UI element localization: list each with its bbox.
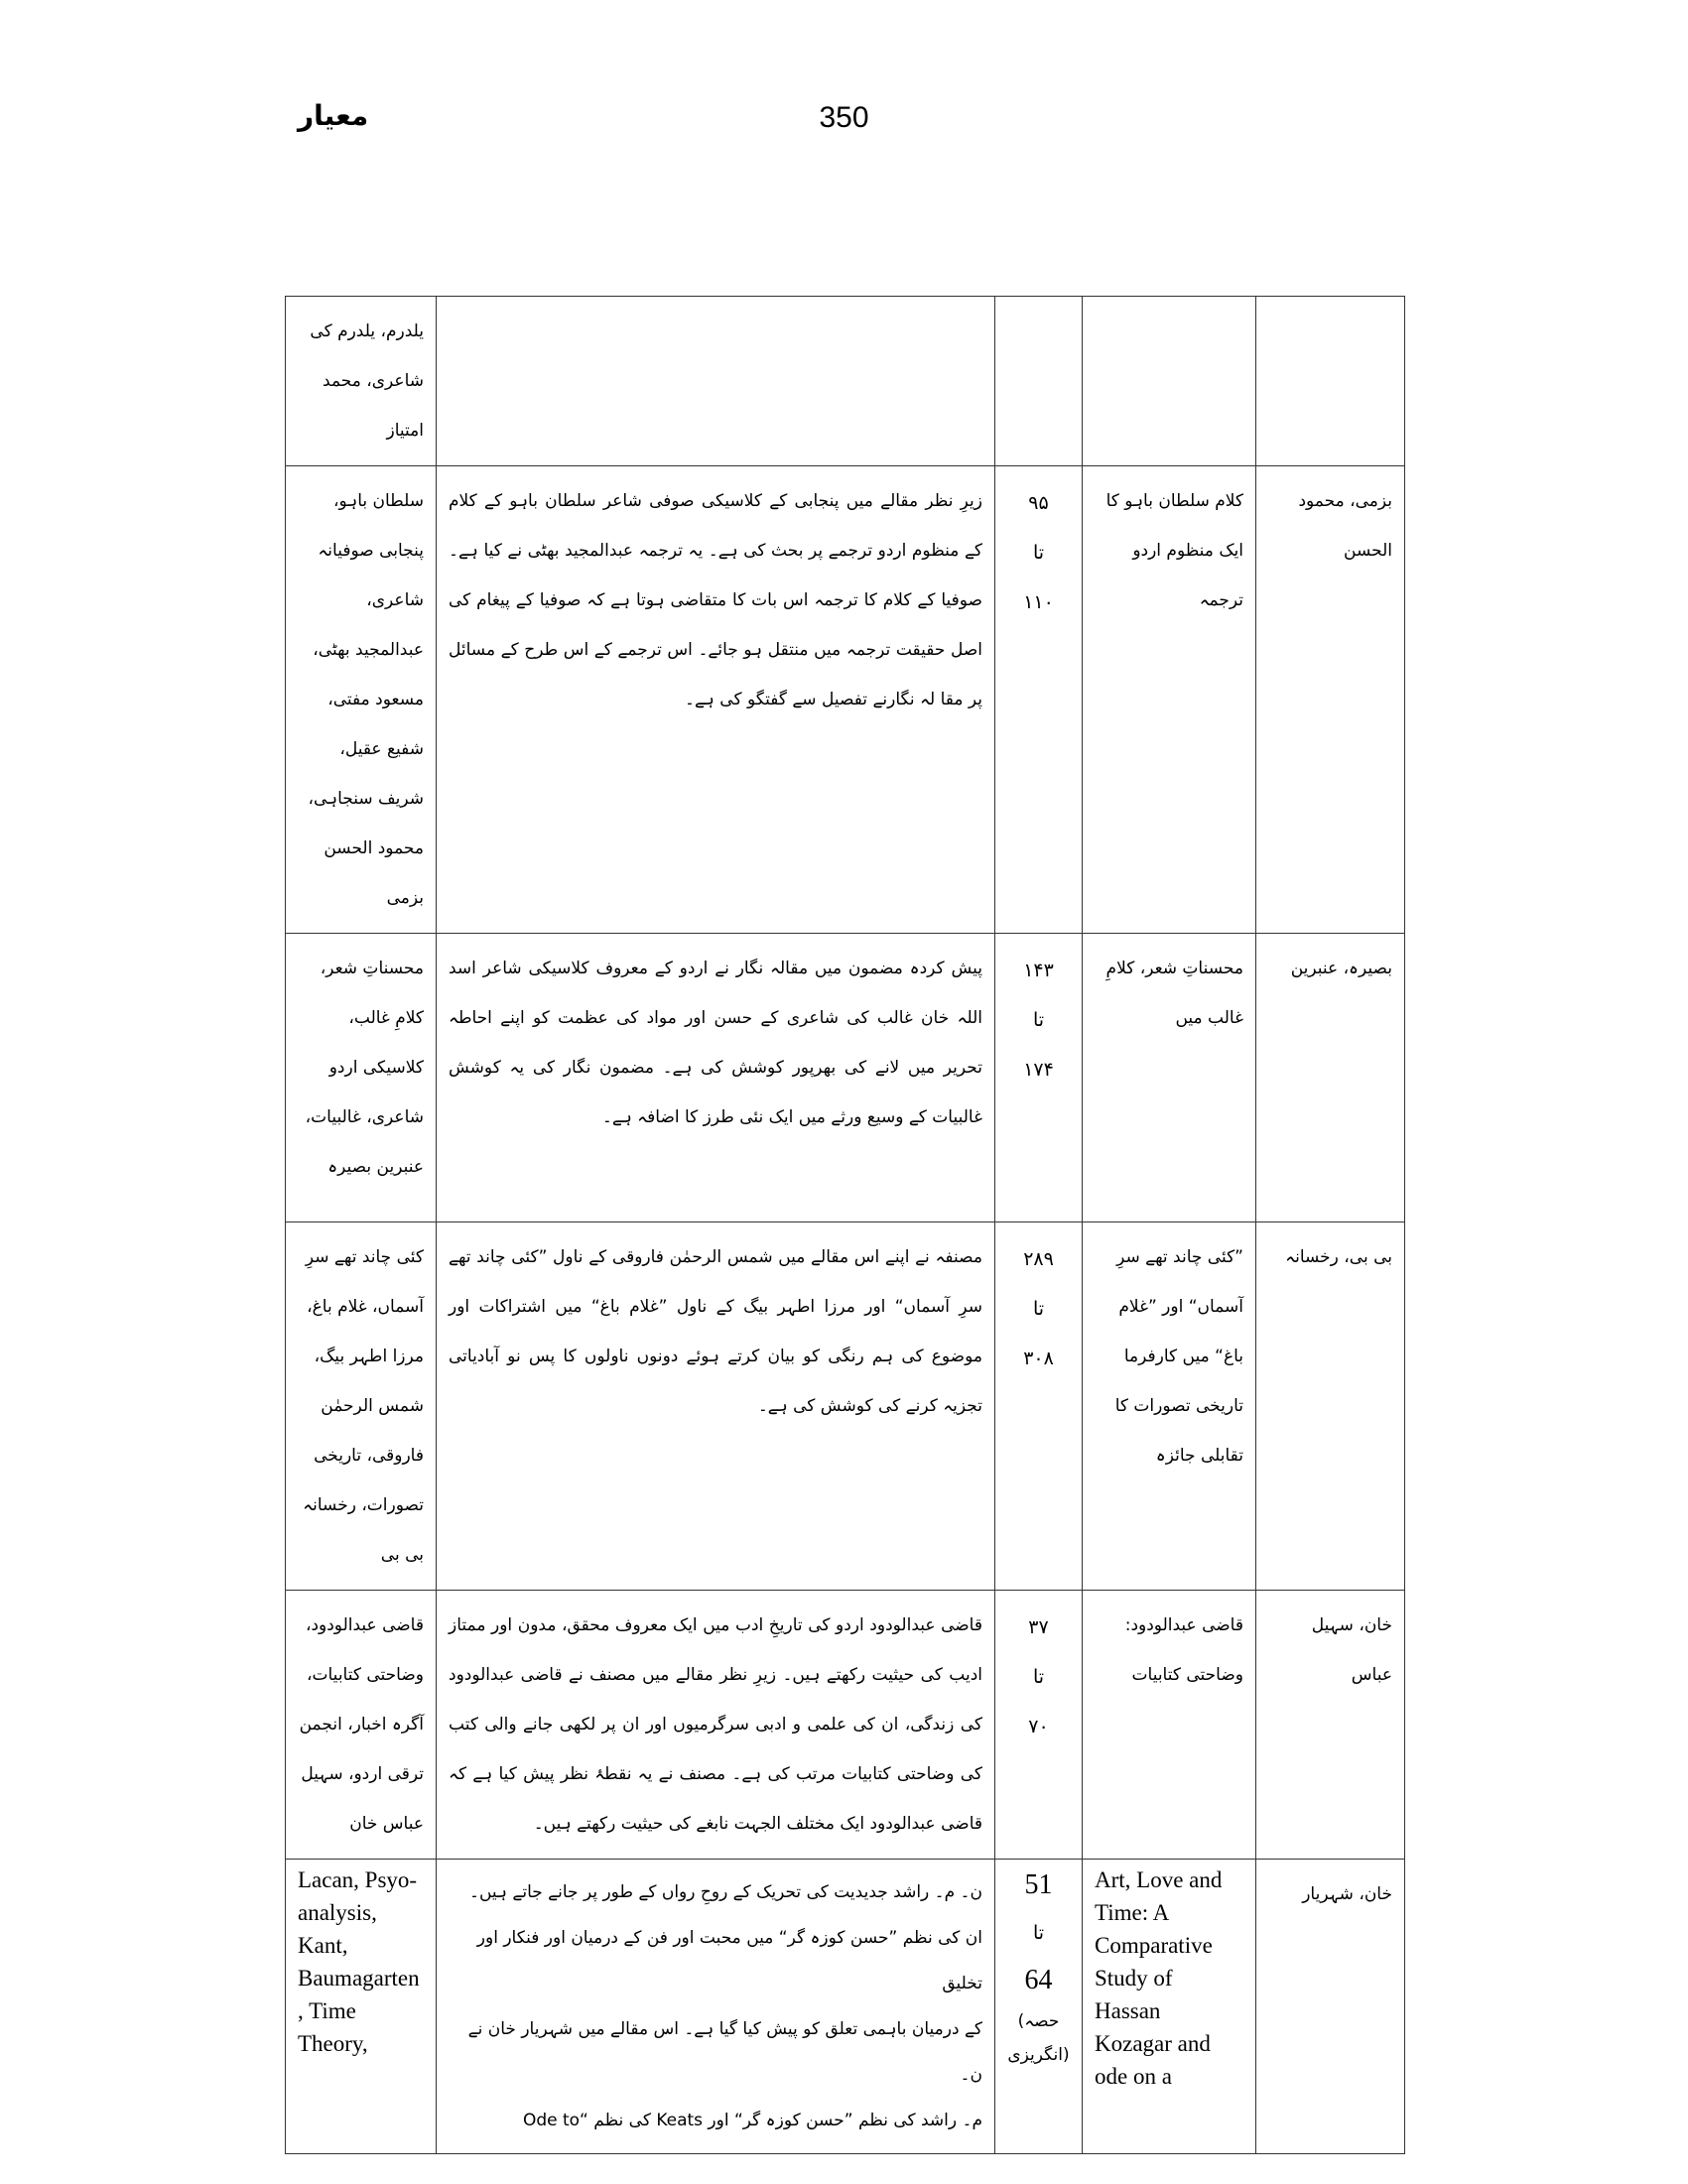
author-cell: خان، شہریار [1256, 1860, 1405, 2154]
summary-cell [437, 1860, 995, 2154]
keywords-cell: قاضی عبدالودود، وضاحتی کتابیات، آگرہ اخبار، انجمن ترقی اردو، سہیل عباس خان [286, 1591, 437, 1860]
page-end: ۱۱۰ [1023, 591, 1054, 613]
pages-cell [995, 297, 1083, 466]
table-row [286, 1860, 1405, 2154]
summary-line: ان کی نظم ”حسن کوزہ گر“ میں محبت اور فن کے درمیان اور فنکار اور تخلیق [476, 1928, 982, 1993]
page-to: تا [1032, 1009, 1045, 1031]
page-end: ۳۰۸ [1023, 1348, 1054, 1369]
pages-cell [995, 1591, 1083, 1860]
pages-note: (حصہ [1017, 2011, 1060, 2031]
summary-line: م۔ راشد کی نظم ”حسن کوزہ گر“ اور Keats کی نظم “Ode to [522, 2111, 982, 2130]
summary-cell: قاضی عبدالودود اردو کی تاریخِ ادب میں ایک معروف محقق، مدون اور ممتاز ادیب کی حیثیت رکھتے ہیں۔ زیرِ نظر مقالے میں مصنف نے قاضی عبدالودود کی زندگی، ان کی علمی و ادبی سرگرمیوں اور ان پر لکھی جانے والی کتب کی وضاحتی کتابیات مرتب کی ہے۔ مصنف نے یہ نقطۂ نظر پیش کیا ہے کہ قاضی عبدالودود ایک مختلف الجہت نابغے کی حیثیت رکھتے ہیں۔ [437, 1591, 995, 1860]
author-cell: بزمی، محمود الحسن [1256, 466, 1405, 934]
table-row [286, 1591, 1405, 1860]
summary-cell: زیرِ نظر مقالے میں پنجابی کے کلاسیکی صوفی شاعر سلطان باہو کے کلام کے منظوم اردو ترجمے پر بحث کی ہے۔ یہ ترجمہ عبدالمجید بھٹی نے کیا ہے۔ صوفیا کے کلام کا ترجمہ اس بات کا متقاضی ہوتا ہے کہ صوفیا کے پیغام کی اصل حقیقت ترجمہ میں منتقل ہو جائے۔ اس ترجمے کے اس طرح کے مسائل پر مقا لہ نگارنے تفصیل سے گفتگو کی ہے۔ [437, 466, 995, 934]
pages-cell [995, 934, 1083, 1222]
table-row [286, 466, 1405, 934]
page-start: ۹۵ [1028, 492, 1049, 514]
table-row [286, 934, 1405, 1222]
title-cell: کلام سلطان باہو کا ایک منظوم اردو ترجمہ [1083, 466, 1256, 934]
pages-note: انگریزی) [1007, 2045, 1070, 2065]
summary-cell: مصنفہ نے اپنے اس مقالے میں شمس الرحمٰن فاروقی کے ناول ”کئی چاند تھے سرِ آسماں“ اور مرزا اطہر بیگ کے ناول ”غلام باغ“ میں اشتراکات اور موضوع کی ہم رنگی کو بیان کرتے ہوئے دونوں ناولوں کا پس نو آبادیاتی تجزیہ کرنے کی کوشش کی ہے۔ [437, 1222, 995, 1591]
page-to: تا [1032, 1922, 1045, 1944]
author-cell: بی بی، رخسانہ [1256, 1222, 1405, 1591]
table-row [286, 1222, 1405, 1591]
title-cell: قاضی عبدالودود: وضاحتی کتابیات [1083, 1591, 1256, 1860]
page-start: ۱۴۳ [1023, 960, 1054, 981]
page-start: 51 [1024, 1869, 1053, 1900]
page-end: ۷۰ [1028, 1716, 1049, 1737]
author-cell [1256, 297, 1405, 466]
page-start: ۲۸۹ [1023, 1248, 1054, 1270]
summary-cell: پیش کردہ مضمون میں مقالہ نگار نے اردو کے معروف کلاسیکی شاعر اسد اللہ خان غالب کی شاعری کے حسن اور مواد کی عظمت کو اپنے احاطہ تحریر میں لانے کی بھرپور کوشش کی ہے۔ مضمون نگار کی یہ کوشش غالبیات کے وسیع ورثے میں ایک نئی طرز کا اضافہ ہے۔ [437, 934, 995, 1222]
pages-cell [995, 1860, 1083, 2154]
keywords-cell: یلدرم، یلدرم کی شاعری، محمد امتیاز [286, 297, 437, 466]
bibliography-table [285, 296, 1405, 2154]
page-end: ۱۷۴ [1023, 1059, 1054, 1081]
page-to: تا [1032, 1666, 1045, 1688]
page-number: 350 [819, 101, 869, 134]
page-to: تا [1032, 1298, 1045, 1320]
summary-cell [437, 297, 995, 466]
title-cell: محسناتِ شعر، کلامِ غالب میں [1083, 934, 1256, 1222]
page-start: ۳۷ [1028, 1616, 1049, 1638]
keywords-cell: محسناتِ شعر، کلامِ غالب، کلاسیکی اردو شاعری، غالبیات، عنبرین بصیرہ [286, 934, 437, 1222]
keywords-cell: سلطان باہو، پنجابی صوفیانہ شاعری، عبدالمجید بھٹی، مسعود مفتی، شفیع عقیل، شریف سنجاہی، محمود الحسن بزمی [286, 466, 437, 934]
pages-cell [995, 1222, 1083, 1591]
page-to: تا [1032, 542, 1045, 564]
journal-name: معیار [298, 99, 369, 132]
keywords-cell: Lacan, Psyo-analysis, Kant, Baumagarten, Time Theory, [286, 1860, 437, 2154]
keywords-cell: کئی چاند تھے سرِ آسماں، غلام باغ، مرزا اطہر بیگ، شمس الرحمٰن فاروقی، تاریخی تصورات، رخسانہ بی بی [286, 1222, 437, 1591]
title-cell: Art, Love and Time: A Comparative Study of Hassan Kozagar and ode on a [1083, 1860, 1256, 2154]
title-cell [1083, 297, 1256, 466]
pages-cell [995, 466, 1083, 934]
page-end: 64 [1024, 1965, 1053, 1995]
table-row [286, 297, 1405, 466]
title-cell: ”کئی چاند تھے سرِ آسماں“ اور ”غلام باغ“ میں کارفرما تاریخی تصورات کا تقابلی جائزہ [1083, 1222, 1256, 1591]
summary-line: کے درمیان باہمی تعلق کو پیش کیا گیا ہے۔ اس مقالے میں شہریار خان نے ن۔ [467, 2019, 982, 2085]
author-cell: بصیرہ، عنبرین [1256, 934, 1405, 1222]
summary-line: ن۔ م۔ راشد جدیدیت کی تحریک کے روحِ رواں کے طور پر جانے جاتے ہیں۔ [468, 1882, 982, 1902]
author-cell: خان، سہیل عباس [1256, 1591, 1405, 1860]
